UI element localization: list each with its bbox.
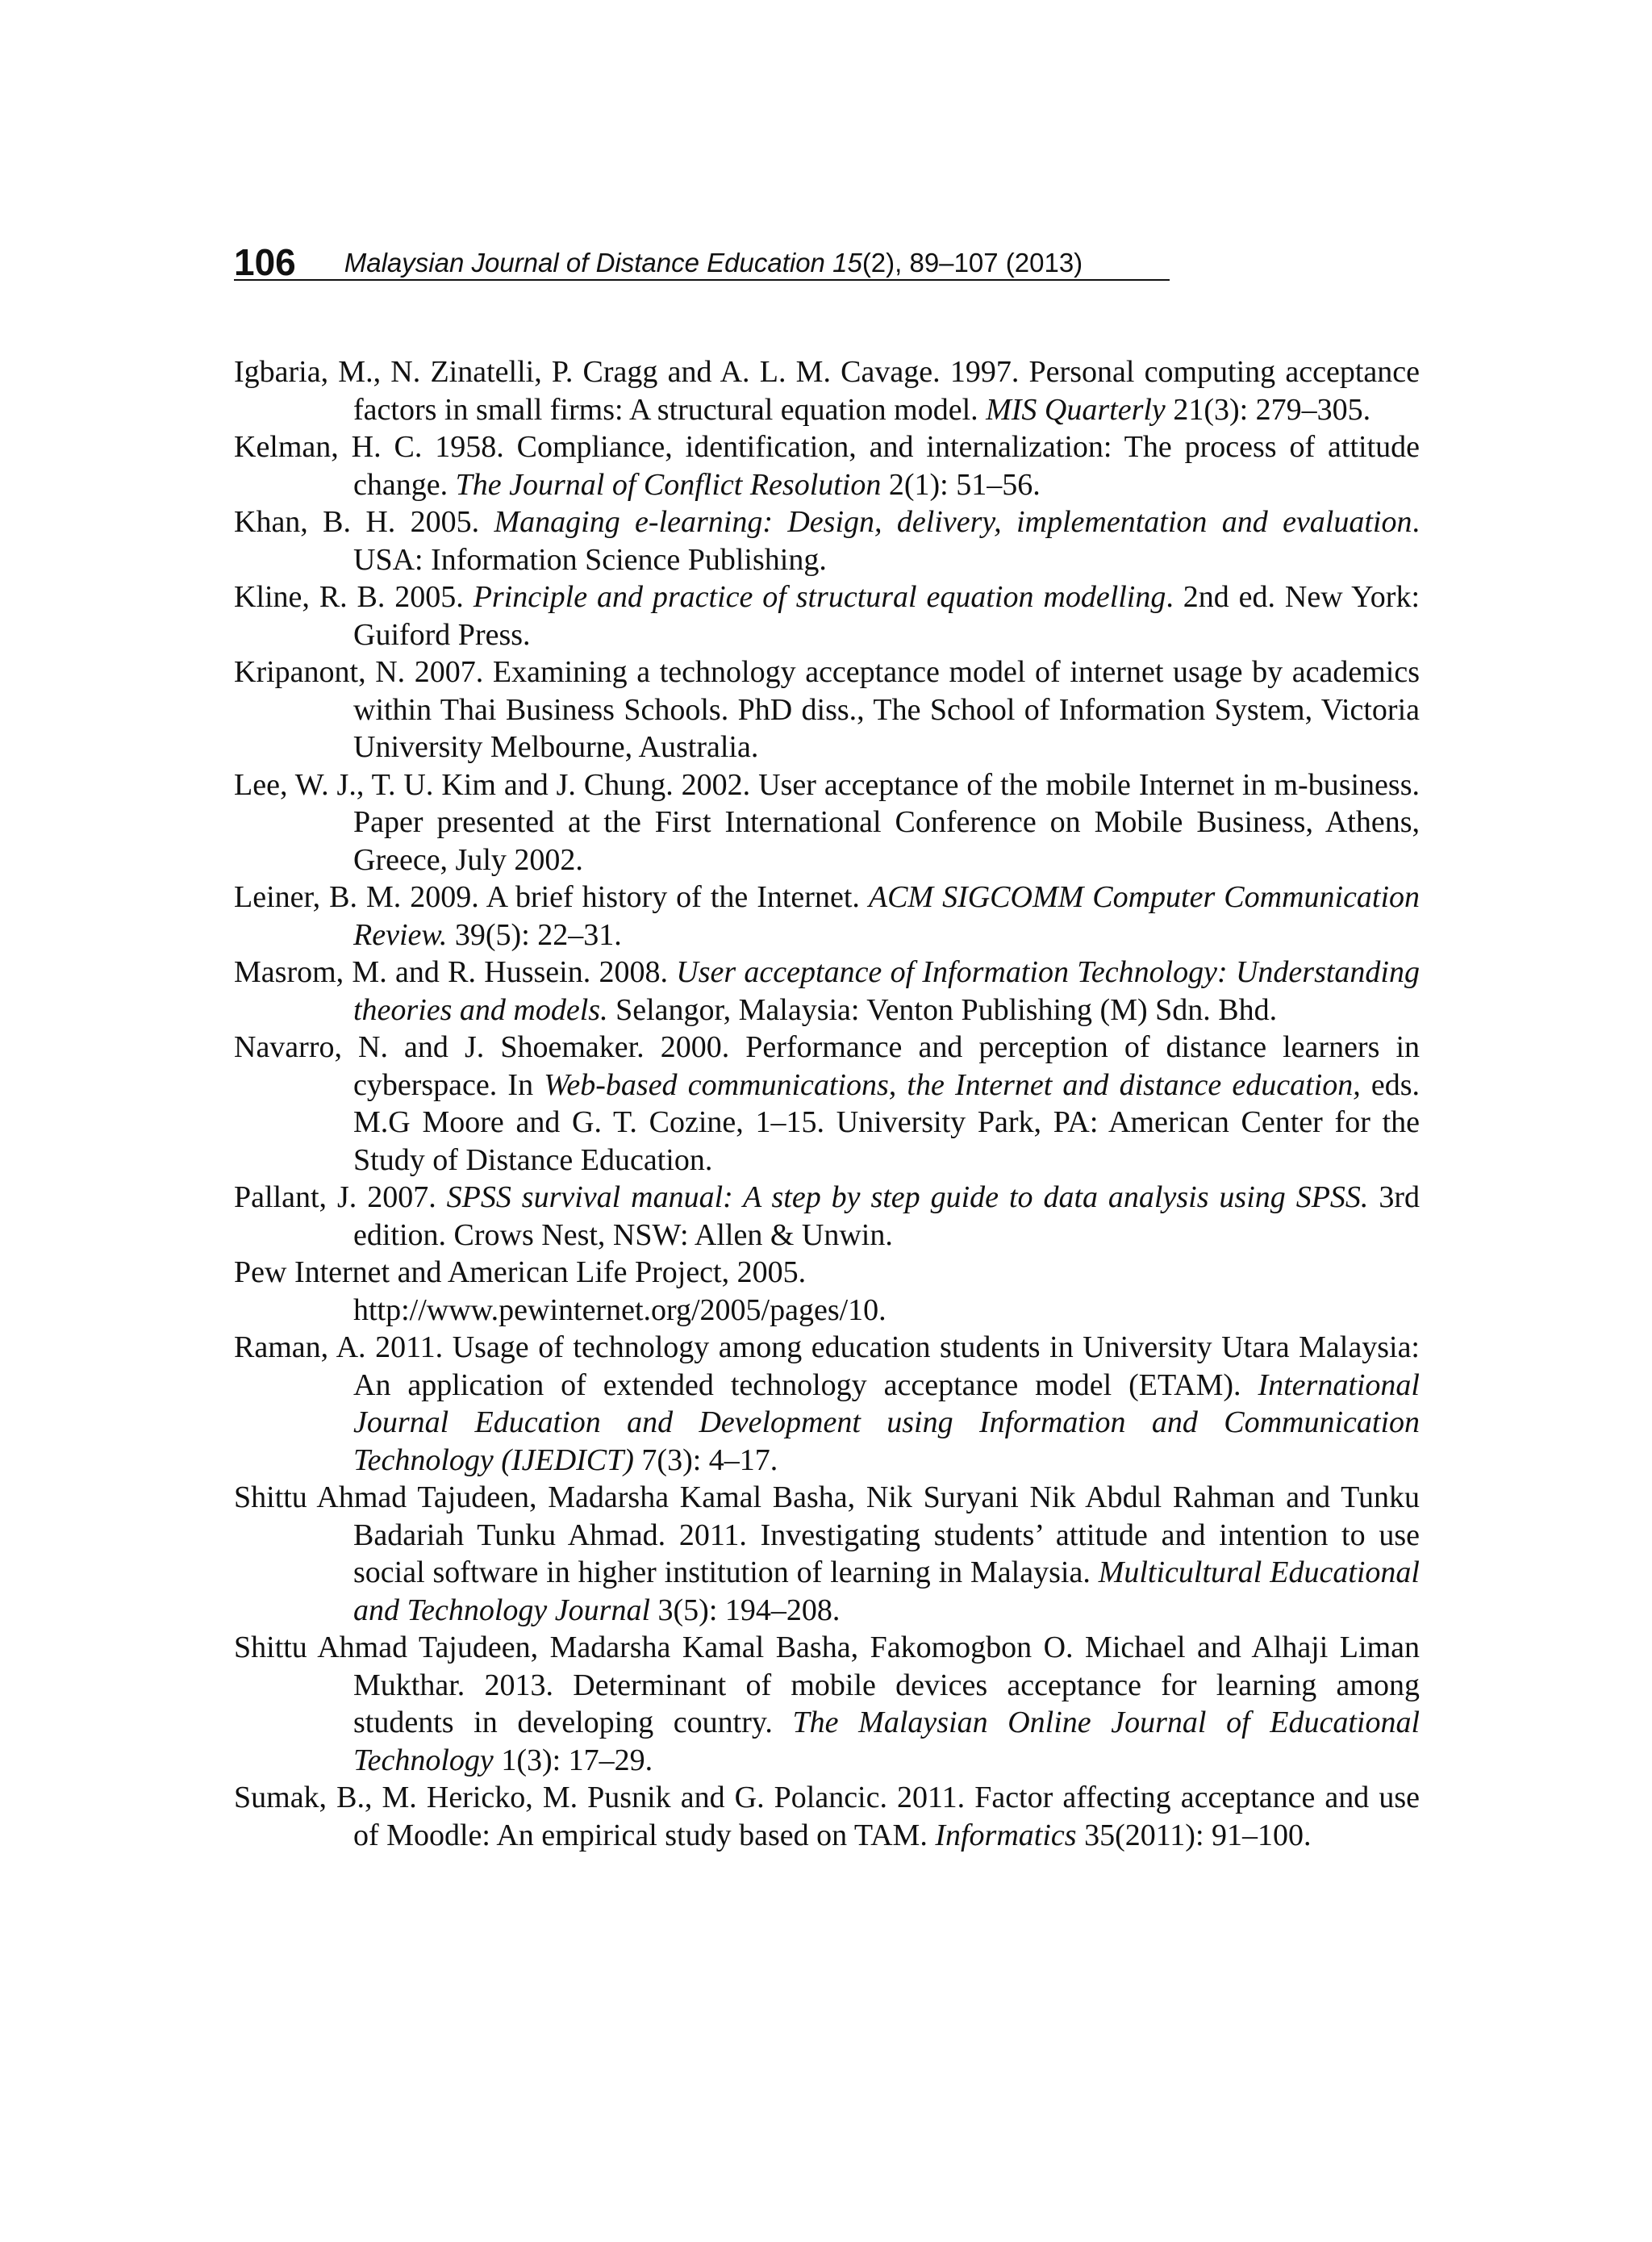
reference-item: Masrom, M. and R. Hussein. 2008. User acceptance of Information Technology: Understanding theories and models. Selangor, Malaysia: Venton Publishing (M) Sdn. Bhd. — [234, 955, 1420, 1027]
reference-item: Lee, W. J., T. U. Kim and J. Chung. 2002. User acceptance of the mobile Internet in m-business. Paper presented at the First International Conference on Mobile Business, Athens, Greece, July 2002. — [234, 767, 1420, 877]
reference-item: Sumak, B., M. Hericko, M. Pusnik and G. Polancic. 2011. Factor affecting acceptance and use of Moodle: An empirical study based on TAM. Informatics 35(2011): 91–100. — [234, 1781, 1420, 1852]
reference-item: Leiner, B. M. 2009. A brief history of the Internet. ACM SIGCOMM Computer Communication Review. 39(5): 22–31. — [234, 880, 1420, 952]
reference-item: Shittu Ahmad Tajudeen, Madarsha Kamal Basha, Fakomogbon O. Michael and Alhaji Liman Mukthar. 2013. Determinant of mobile devices acceptance for learning among students in developing country. The Malaysian Online Journal of Educational Technology 1(3): 17–29. — [234, 1630, 1420, 1777]
reference-item: Khan, B. H. 2005. Managing e-learning: Design, delivery, implementation and evaluation. USA: Information Science Publishing. — [234, 505, 1420, 577]
reference-item: Navarro, N. and J. Shoemaker. 2000. Performance and perception of distance learners in cyberspace. In Web-based communications, the Internet and distance education, eds. M.G Moore and G. T. Cozine, 1–15. University Park, PA: American Center for the Study of Distance Education. — [234, 1030, 1420, 1177]
reference-url: http://www.pewinternet.org/2005/pages/10. — [353, 1292, 886, 1327]
reference-list — [234, 353, 1420, 1854]
running-header — [234, 234, 1170, 281]
reference-item: Shittu Ahmad Tajudeen, Madarsha Kamal Basha, Nik Suryani Nik Abdul Rahman and Tunku Badariah Tunku Ahmad. 2011. Investigating students’ attitude and intention to use social software in higher institution of learning in Malaysia. Multicultural Educational and Technology Journal 3(5): 194–208. — [234, 1480, 1420, 1627]
page-number: 106 — [234, 241, 296, 283]
journal-details: (2), 89–107 (2013) — [861, 248, 1083, 278]
reference-item: Kline, R. B. 2005. Principle and practice of structural equation modelling. 2nd ed. New York: Guiford Press. — [234, 580, 1420, 652]
journal-name: Malaysian Journal of Distance Education — [344, 248, 825, 278]
journal-citation — [344, 249, 1083, 279]
reference-item: Igbaria, M., N. Zinatelli, P. Cragg and A. L. M. Cavage. 1997. Personal computing acceptance factors in small firms: A structural equation model. MIS Quarterly 21(3): 279–305. — [234, 355, 1420, 427]
reference-item: Kripanont, N. 2007. Examining a technology acceptance model of internet usage by academics within Thai Business Schools. PhD diss., The School of Information System, Victoria University Melbourne, Australia. — [234, 655, 1420, 764]
reference-item: Kelman, H. C. 1958. Compliance, identification, and internalization: The process of attitude change. The Journal of Conflict Resolution 2(1): 51–56. — [234, 430, 1420, 502]
journal-volume: 15 — [832, 248, 862, 278]
reference-item: Raman, A. 2011. Usage of technology among education students in University Utara Malaysia: An application of extended technology acceptance model (ETAM). International Journal Education and Development using Information and Communication Technology (IJEDICT) 7(3): 4–17. — [234, 1330, 1420, 1477]
reference-item: Pew Internet and American Life Project, 2005. http://www.pewinternet.org/2005/pages/10. — [234, 1254, 1420, 1329]
reference-item: Pallant, J. 2007. SPSS survival manual: A step by step guide to data analysis using SPSS. 3rd edition. Crows Nest, NSW: Allen & Unwin. — [234, 1180, 1420, 1252]
